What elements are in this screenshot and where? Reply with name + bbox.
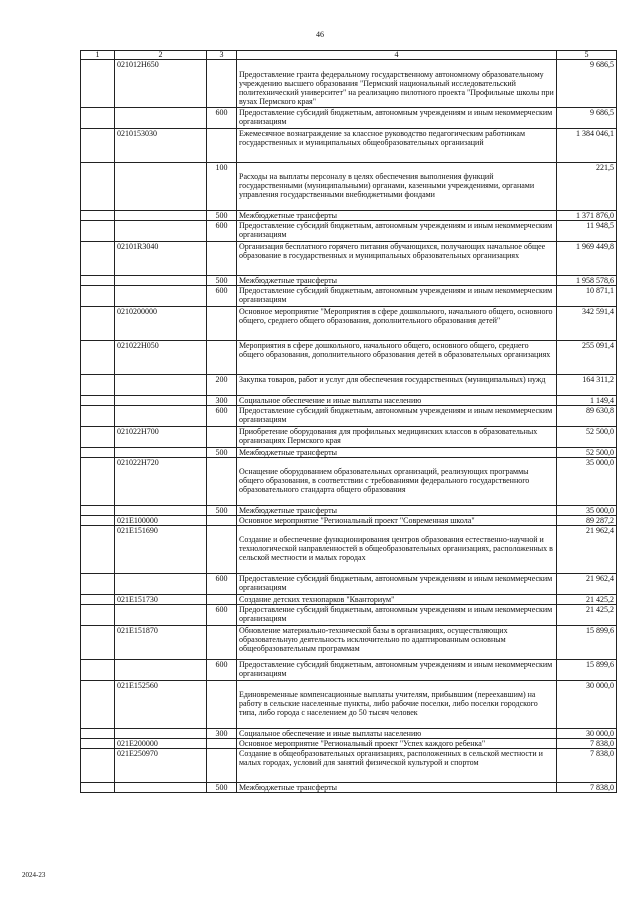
table-row <box>81 516 617 526</box>
target-article-code <box>115 108 207 129</box>
item-description: Предоставление субсидий бюджетным, автономным учреждениям и иным некоммерческим организациям <box>237 286 557 307</box>
item-description: Межбюджетные трансферты <box>237 783 557 793</box>
section-cell <box>81 276 115 286</box>
section-cell <box>81 626 115 660</box>
section-cell <box>81 749 115 783</box>
item-description: Предоставление субсидий бюджетным, автономным учреждениям и иным некоммерческим организациям <box>237 108 557 129</box>
target-article-code: 02101R3040 <box>115 242 207 276</box>
section-cell <box>81 605 115 626</box>
item-description: Организация бесплатного горячего питания обучающихся, получающих начальное общее образование в государственных и муниципальных образовательных организациях <box>237 242 557 276</box>
item-amount: 7 838,0 <box>557 739 617 749</box>
item-description: Социальное обеспечение и иные выплаты населению <box>237 396 557 406</box>
target-article-code <box>115 660 207 681</box>
section-cell <box>81 129 115 163</box>
item-amount: 1 958 578,6 <box>557 276 617 286</box>
expense-type-code <box>207 129 237 163</box>
item-amount: 15 899,6 <box>557 660 617 681</box>
target-article-code <box>115 375 207 396</box>
target-article-code: 021022Н050 <box>115 341 207 375</box>
table-row <box>81 427 617 448</box>
target-article-code: 021012Н650 <box>115 60 207 108</box>
item-description: Межбюджетные трансферты <box>237 211 557 221</box>
target-article-code <box>115 211 207 221</box>
table-row <box>81 163 617 211</box>
section-cell <box>81 506 115 516</box>
page-number: 46 <box>316 30 324 39</box>
table-row <box>81 276 617 286</box>
target-article-code <box>115 163 207 211</box>
expense-type-code <box>207 458 237 506</box>
item-description: Межбюджетные трансферты <box>237 506 557 516</box>
table-row <box>81 108 617 129</box>
item-description: Предоставление субсидий бюджетным, автономным учреждениям и иным некоммерческим организациям <box>237 221 557 242</box>
item-amount: 30 000,0 <box>557 681 617 729</box>
section-cell <box>81 574 115 595</box>
target-article-code: 021Е152560 <box>115 681 207 729</box>
table-row <box>81 406 617 427</box>
expense-type-code: 500 <box>207 276 237 286</box>
expense-type-code: 600 <box>207 286 237 307</box>
section-cell <box>81 307 115 341</box>
item-description: Приобретение оборудования для профильных медицинских классов в образовательных организациях Пермского края <box>237 427 557 448</box>
item-amount: 21 425,2 <box>557 595 617 605</box>
section-cell <box>81 286 115 307</box>
section-cell <box>81 660 115 681</box>
item-description: Мероприятия в сфере дошкольного, начального общего, основного общего, среднего общего образования, дополнительного образования детей в образовательных организациях <box>237 341 557 375</box>
expense-type-code <box>207 739 237 749</box>
item-amount: 7 838,0 <box>557 749 617 783</box>
section-cell <box>81 526 115 574</box>
table-row <box>81 242 617 276</box>
expense-type-code: 600 <box>207 605 237 626</box>
section-cell <box>81 458 115 506</box>
section-cell <box>81 221 115 242</box>
item-amount: 21 962,4 <box>557 574 617 595</box>
target-article-code: 0210153030 <box>115 129 207 163</box>
budget-table-body <box>81 60 617 793</box>
item-amount: 35 000,0 <box>557 458 617 506</box>
table-row <box>81 749 617 783</box>
table-row <box>81 783 617 793</box>
table-row <box>81 605 617 626</box>
expense-type-code: 600 <box>207 221 237 242</box>
section-cell <box>81 516 115 526</box>
expense-type-code: 500 <box>207 448 237 458</box>
table-row <box>81 211 617 221</box>
section-cell <box>81 595 115 605</box>
expense-type-code <box>207 242 237 276</box>
table-row <box>81 729 617 739</box>
target-article-code <box>115 783 207 793</box>
table-row <box>81 681 617 729</box>
item-description: Единовременные компенсационные выплаты учителям, прибывшим (переехавшим) на работу в сельские населенные пункты, либо рабочие поселки, либо поселки городского типа, либо города с населением до 50 тысяч человек <box>237 681 557 729</box>
target-article-code: 0210200000 <box>115 307 207 341</box>
item-description: Оснащение оборудованием образовательных организаций, реализующих программы общего образования, в соответствии с требованиями федерального государственного образовательного стандарта общего образования <box>237 458 557 506</box>
column-number: 1 <box>81 51 115 60</box>
table-row <box>81 526 617 574</box>
section-cell <box>81 448 115 458</box>
column-number: 5 <box>557 51 617 60</box>
item-amount: 52 500,0 <box>557 448 617 458</box>
section-cell <box>81 60 115 108</box>
section-cell <box>81 242 115 276</box>
expense-type-code <box>207 427 237 448</box>
item-amount: 164 311,2 <box>557 375 617 396</box>
section-cell <box>81 681 115 729</box>
item-description: Межбюджетные трансферты <box>237 276 557 286</box>
table-row <box>81 448 617 458</box>
item-description: Ежемесячное вознаграждение за классное руководство педагогическим работникам государственных и муниципальных общеобразовательных организаций <box>237 129 557 163</box>
item-description: Создание и обеспечение функционирования центров образования естественно-научной и технологической направленностей в общеобразовательных организациях, расположенных в сельской местности и малых городах <box>237 526 557 574</box>
expense-type-code: 600 <box>207 660 237 681</box>
expense-type-code <box>207 626 237 660</box>
target-article-code <box>115 574 207 595</box>
table-row <box>81 458 617 506</box>
column-number: 2 <box>115 51 207 60</box>
target-article-code <box>115 221 207 242</box>
item-amount: 11 948,5 <box>557 221 617 242</box>
expense-type-code: 600 <box>207 108 237 129</box>
table-row <box>81 660 617 681</box>
target-article-code: 021Е200000 <box>115 739 207 749</box>
item-amount: 89 630,8 <box>557 406 617 427</box>
item-description: Расходы на выплаты персоналу в целях обеспечения выполнения функций государственными (муниципальными) органами, казенными учреждениями, органами управления государственными внебюджетными фондами <box>237 163 557 211</box>
table-row <box>81 506 617 516</box>
table-row <box>81 375 617 396</box>
expense-type-code <box>207 516 237 526</box>
target-article-code: 021Е250970 <box>115 749 207 783</box>
item-amount: 221,5 <box>557 163 617 211</box>
section-cell <box>81 406 115 427</box>
table-row <box>81 396 617 406</box>
table-row <box>81 574 617 595</box>
target-article-code: 021022Н700 <box>115 427 207 448</box>
item-amount: 9 686,5 <box>557 108 617 129</box>
target-article-code <box>115 276 207 286</box>
item-amount: 9 686,5 <box>557 60 617 108</box>
item-description: Основное мероприятие "Региональный проект "Успех каждого ребенка" <box>237 739 557 749</box>
target-article-code: 021Е151870 <box>115 626 207 660</box>
item-amount: 15 899,6 <box>557 626 617 660</box>
item-description: Создание в общеобразовательных организациях, расположенных в сельской местности и малых городах, условий для занятий физической культурой и спортом <box>237 749 557 783</box>
section-cell <box>81 108 115 129</box>
item-description: Предоставление субсидий бюджетным, автономным учреждениям и иным некоммерческим организациям <box>237 660 557 681</box>
target-article-code: 021022Н720 <box>115 458 207 506</box>
target-article-code <box>115 506 207 516</box>
item-description: Межбюджетные трансферты <box>237 448 557 458</box>
item-description: Социальное обеспечение и иные выплаты населению <box>237 729 557 739</box>
item-description: Закупка товаров, работ и услуг для обеспечения государственных (муниципальных) нужд <box>237 375 557 396</box>
table-row <box>81 595 617 605</box>
expense-type-code <box>207 681 237 729</box>
target-article-code <box>115 729 207 739</box>
item-amount: 342 591,4 <box>557 307 617 341</box>
section-cell <box>81 211 115 221</box>
item-amount: 7 838,0 <box>557 783 617 793</box>
item-description: Предоставление субсидий бюджетным, автономным учреждениям и иным некоммерческим организациям <box>237 574 557 595</box>
item-description: Основное мероприятие "Региональный проект "Современная школа" <box>237 516 557 526</box>
expense-type-code <box>207 341 237 375</box>
item-amount: 30 000,0 <box>557 729 617 739</box>
budget-table <box>80 50 617 793</box>
table-row <box>81 739 617 749</box>
item-description: Создание детских технопарков "Кванториум" <box>237 595 557 605</box>
target-article-code: 021Е151730 <box>115 595 207 605</box>
expense-type-code <box>207 595 237 605</box>
expense-type-code: 600 <box>207 574 237 595</box>
item-description: Обновление материально-технической базы в организациях, осуществляющих образовательную деятельность исключительно по адаптированным основным общеобразовательным программам <box>237 626 557 660</box>
section-cell <box>81 163 115 211</box>
item-description: Основное мероприятие "Мероприятия в сфере дошкольного, начального общего, основного общего, среднего общего образования, дополнительного образования детей" <box>237 307 557 341</box>
table-row <box>81 286 617 307</box>
section-cell <box>81 783 115 793</box>
column-number: 4 <box>237 51 557 60</box>
table-row <box>81 307 617 341</box>
expense-type-code: 200 <box>207 375 237 396</box>
footer-code: 2024-23 <box>22 871 46 879</box>
target-article-code: 021Е151690 <box>115 526 207 574</box>
expense-type-code <box>207 749 237 783</box>
expense-type-code <box>207 307 237 341</box>
expense-type-code: 100 <box>207 163 237 211</box>
column-number-row <box>81 51 617 60</box>
table-row <box>81 129 617 163</box>
item-description: Предоставление субсидий бюджетным, автономным учреждениям и иным некоммерческим организациям <box>237 406 557 427</box>
item-amount: 1 384 046,1 <box>557 129 617 163</box>
item-amount: 52 500,0 <box>557 427 617 448</box>
item-amount: 255 091,4 <box>557 341 617 375</box>
expense-type-code: 300 <box>207 396 237 406</box>
item-amount: 21 425,2 <box>557 605 617 626</box>
item-amount: 1 371 876,0 <box>557 211 617 221</box>
item-amount: 10 871,1 <box>557 286 617 307</box>
expense-type-code <box>207 60 237 108</box>
item-description: Предоставление субсидий бюджетным, автономным учреждениям и иным некоммерческим организациям <box>237 605 557 626</box>
expense-type-code: 500 <box>207 783 237 793</box>
section-cell <box>81 729 115 739</box>
expense-type-code: 500 <box>207 211 237 221</box>
item-amount: 21 962,4 <box>557 526 617 574</box>
expense-type-code <box>207 526 237 574</box>
table-row <box>81 626 617 660</box>
item-description: Предоставление гранта федеральному государственному автономному образовательному учреждению высшего образования "Пермский национальный исследовательский политехнический университет" на реализацию пилотного проекта "Профильные школы при вузах Пермского края" <box>237 60 557 108</box>
section-cell <box>81 375 115 396</box>
section-cell <box>81 396 115 406</box>
table-row <box>81 60 617 108</box>
column-number: 3 <box>207 51 237 60</box>
item-amount: 1 969 449,8 <box>557 242 617 276</box>
target-article-code <box>115 605 207 626</box>
target-article-code <box>115 406 207 427</box>
target-article-code <box>115 286 207 307</box>
table-row <box>81 221 617 242</box>
target-article-code <box>115 396 207 406</box>
target-article-code <box>115 448 207 458</box>
item-amount: 89 287,2 <box>557 516 617 526</box>
section-cell <box>81 739 115 749</box>
section-cell <box>81 427 115 448</box>
table-row <box>81 341 617 375</box>
section-cell <box>81 341 115 375</box>
target-article-code: 021Е100000 <box>115 516 207 526</box>
expense-type-code: 500 <box>207 506 237 516</box>
item-amount: 1 149,4 <box>557 396 617 406</box>
expense-type-code: 300 <box>207 729 237 739</box>
expense-type-code: 600 <box>207 406 237 427</box>
item-amount: 35 000,0 <box>557 506 617 516</box>
